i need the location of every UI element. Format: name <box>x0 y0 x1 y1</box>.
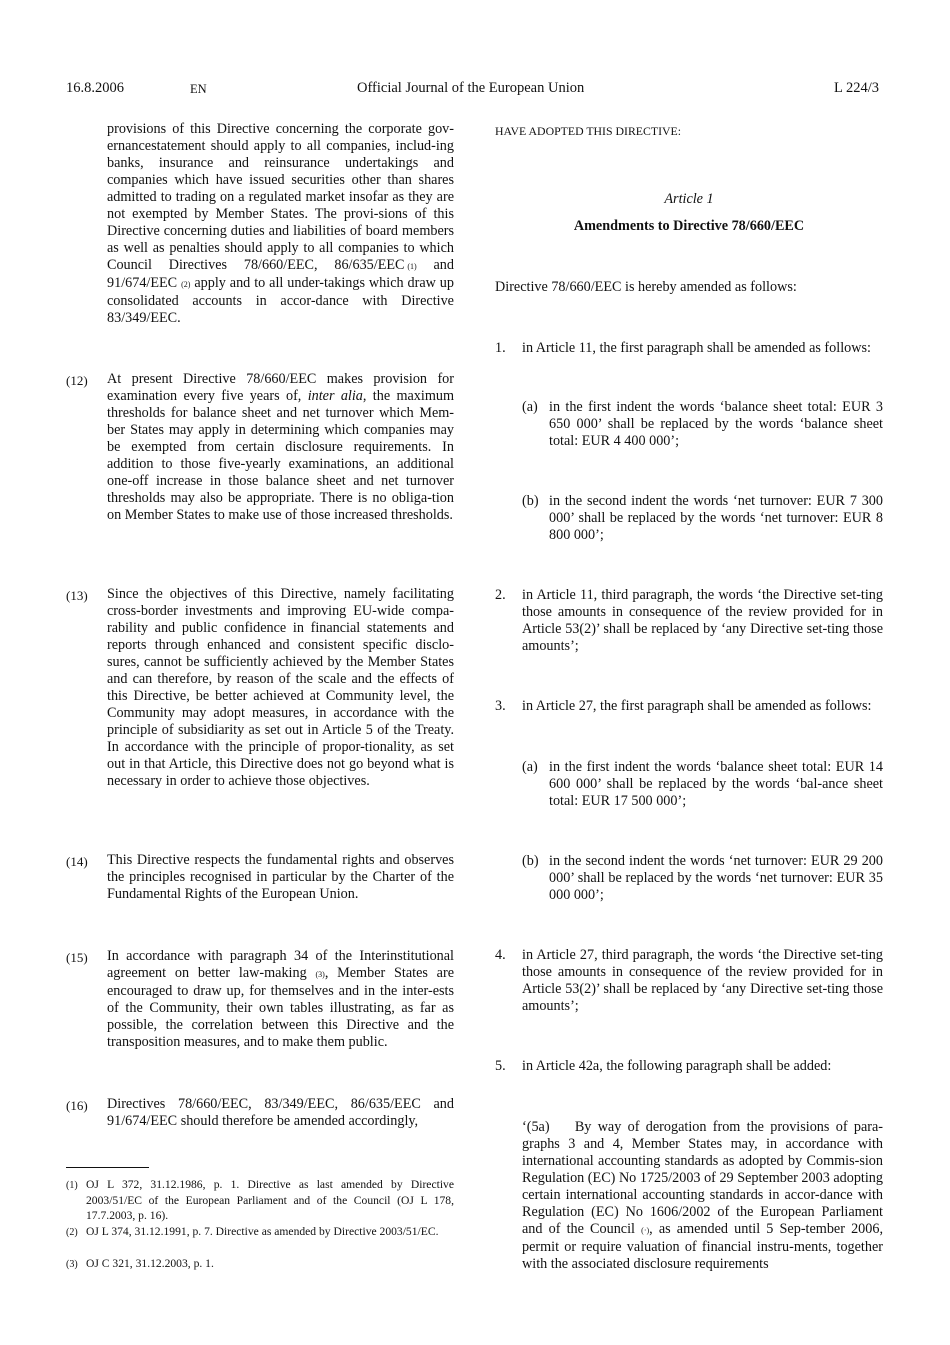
recital-text: Directives 78/660/EEC, 83/349/EEC, 86/635/EEC and 91/674/EEC should therefore be amended accordingly, <box>107 1096 454 1129</box>
recital-text: In accordance with paragraph 34 of the Interinstitutional agreement on better law-making (3), Member States are encouraged to draw up, for themselves and in the inter-ests of the Community, their own tables illustrating, as far as possible, the correlation between this Directive and the transposition measures, and to make them public. <box>107 948 454 1050</box>
article-label: Article 1 <box>664 191 714 207</box>
footnote-text: OJ L 372, 31.12.1986, p. 1. Directive as last amended by Directive 2003/51/EC of the European Parliament and of the Council (OJ L 178, 17.7.2003, p. 16). <box>86 1178 454 1222</box>
recital-11-continuation: provisions of this Directive concerning the corporate gov-ernancestatement should apply to all companies, includ-ing banks, insurance and reinsurance undertakings and companies which have issued securities other than shares admitted to trading on a regulated market insofar as they are not exempted by Member States. The provi-sions of this Directive concerning duties and liabilities of board members as well as penalties should apply to all companies to which Council Directives 78/660/EEC, 86/635/EEC (1) and 91/674/EEC (2) apply and to all under-takings which draw up consolidated accounts in accor-dance with Directive 83/349/EEC. <box>107 121 454 326</box>
subitem-letter: (b) <box>522 493 539 509</box>
footnote-ref-3: (3) <box>315 970 325 979</box>
footnote-text: OJ C 321, 31.12.2003, p. 1. <box>86 1257 214 1270</box>
footnote-number: (2) <box>66 1227 78 1238</box>
subitem-letter: (b) <box>522 853 539 869</box>
article-title: Amendments to Directive 78/660/EEC <box>573 218 805 234</box>
footnote-number: (1) <box>66 1180 78 1191</box>
recital-number: (16) <box>66 1098 88 1113</box>
item-text: in Article 27, third paragraph, the words ‘the Directive set-ting those amounts in consequence of the review provided for in Article 53(2)’ shall be replaced by ‘any Directive set-ting those amounts’; <box>522 947 883 1014</box>
subitem-text: in the second indent the words ‘net turnover: EUR 7 300 000’ shall be replaced by the words ‘net turnover: EUR 8 800 000’; <box>549 493 883 543</box>
recital-text: This Directive respects the fundamental rights and observes the principles recognised in particular by the Charter of the Fundamental Rights of the European Union. <box>107 852 454 902</box>
adoption-statement: HAVE ADOPTED THIS DIRECTIVE: <box>495 124 682 138</box>
recital-text: Since the objectives of this Directive, namely facilitating cross-border investments and improving EU-wide compa-rability and public confidence in financial statements and reports through enhanced and consistent specific disclo-sures, cannot be sufficiently achieved by the Member States and can therefore, by reason of the scale and the effects of this Directive, be better achieved at Community level, the Community may adopt measures, in accordance with the principle of subsidiarity as set out in Article 5 of the Treaty. In accordance with the principle of propor-tionality, as set out in that Article, this Directive does not go beyond what is necessary in order to achieve those objectives. <box>107 586 454 789</box>
item-number: 2. <box>495 587 506 603</box>
item-number: 1. <box>495 340 506 356</box>
item-number: 4. <box>495 947 506 963</box>
footnote-divider <box>66 1167 149 1168</box>
header-language: EN <box>190 82 207 96</box>
subitem-letter: (a) <box>522 399 538 415</box>
recital-number: (13) <box>66 588 88 603</box>
item-number: 3. <box>495 698 506 714</box>
recital-text: At present Directive 78/660/EEC makes provision for examination every five years of, inter alia, the maximum thresholds for balance sheet and net turnover which Mem-ber States may apply in determining which companies may be exempted from certain disclosure requirements. In addition to those five-yearly examinations, an additional one-off increase in those balance sheet and net turnover thresholds may also be appropriate. There is no obliga-tion on Member States to make use of those increased thresholds. <box>107 371 454 523</box>
quoted-paragraph-5a: ‘(5a) By way of derogation from the provisions of para-graphs 3 and 4, Member States may, in accordance with international accounting standards as adopted by Commis-sion Regulation (EC) No 1725/2003 of 29 September 2003 adopting certain international accounting standards in accor-dance with Regulation (EC) No 1606/2002 of the European Parliament and of the Council (·), as amended until 5 Sep-tember 2006, permit or require valuation of financial instru-ments, together with the associated disclosure requirements <box>522 1119 887 1272</box>
footnote-ref-4: (·) <box>641 1226 650 1235</box>
footnote-text: OJ L 374, 31.12.1991, p. 7. Directive as amended by Directive 2003/51/EC. <box>86 1225 439 1238</box>
footnote-ref-2: (2) <box>181 280 191 289</box>
item-text: in Article 42a, the following paragraph shall be added: <box>522 1058 832 1074</box>
recital-number: (12) <box>66 373 88 388</box>
footnote-number: (3) <box>66 1259 78 1270</box>
subitem-letter: (a) <box>522 759 538 775</box>
recital-number: (15) <box>66 950 88 965</box>
item-number: 5. <box>495 1058 506 1074</box>
header-journal-title: Official Journal of the European Union <box>357 80 585 96</box>
header-page-ref: L 224/3 <box>834 80 879 96</box>
header-date: 16.8.2006 <box>66 80 124 96</box>
subitem-text: in the first indent the words ‘balance sheet total: EUR 14 600 000’ shall be replaced by the words ‘bal-ance sheet total: EUR 17 500 000’; <box>549 759 883 809</box>
amendment-intro: Directive 78/660/EEC is hereby amended as follows: <box>495 279 797 295</box>
footnote-ref-1: (1) <box>407 262 417 271</box>
item-text: in Article 11, the first paragraph shall be amended as follows: <box>522 340 871 356</box>
subitem-text: in the first indent the words ‘balance sheet total: EUR 3 650 000’ shall be replaced by the words ‘balance sheet total: EUR 4 400 000’; <box>549 399 883 449</box>
recital-number: (14) <box>66 854 88 869</box>
item-text: in Article 27, the first paragraph shall be amended as follows: <box>522 698 872 714</box>
item-text: in Article 11, third paragraph, the words ‘the Directive set-ting those amounts in consequence of the review provided for in Article 53(2)’ shall be replaced by ‘any Directive set-ting those amounts’; <box>522 587 883 654</box>
subitem-text: in the second indent the words ‘net turnover: EUR 29 200 000’ shall be replaced by the words ‘net turnover: EUR 35 000 000’; <box>549 853 883 903</box>
